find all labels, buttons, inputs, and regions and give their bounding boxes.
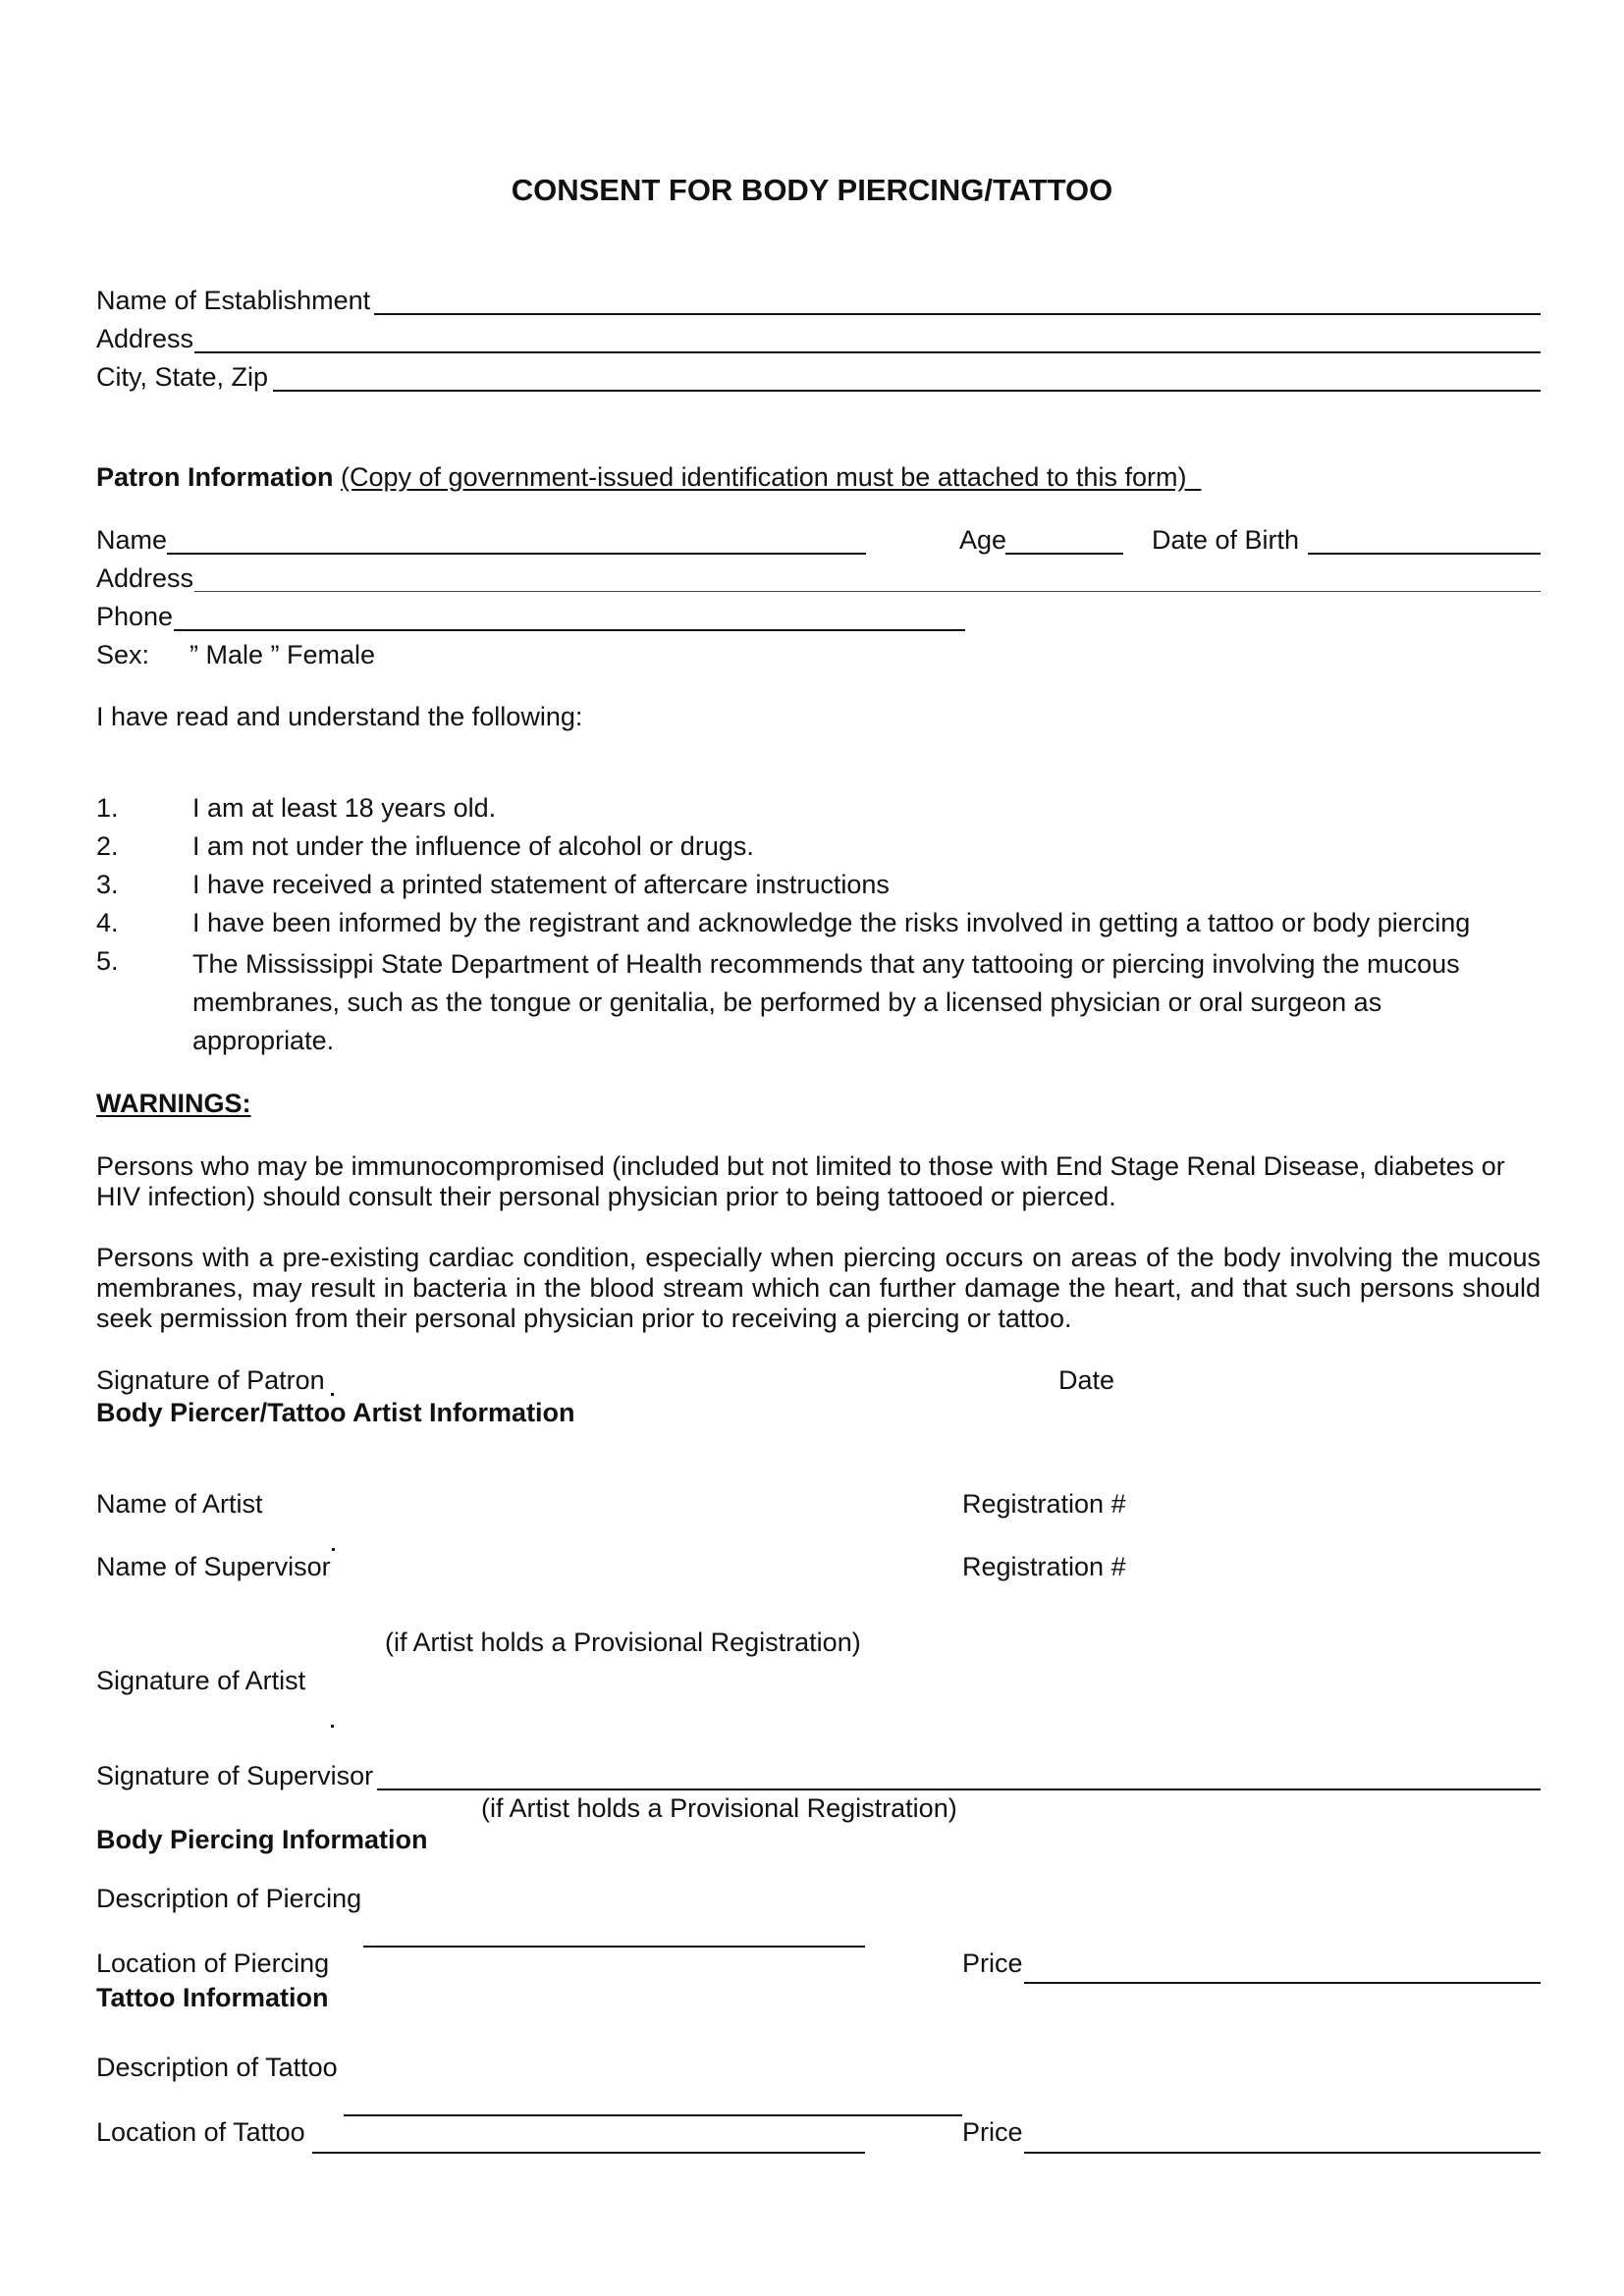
patron-sex-options[interactable]: ” Male ” Female <box>189 640 376 669</box>
item-text: The Mississippi State Department of Health recommends that any tattooing or piercing involving the mucous membranes, such as the tongue or genitalia, be performed by a licensed physician or oral surgeon as appropriate. <box>192 949 1460 1055</box>
patron-info-heading: Patron Information <box>96 462 334 492</box>
patron-signature-date-label: Date <box>1058 1365 1115 1395</box>
tattoo-location-label: Location of Tattoo <box>96 2117 305 2147</box>
form-title: CONSENT FOR BODY PIERCING/TATTOO <box>511 173 1113 207</box>
patron-id-note: (Copy of government-issued identification must be attached to this form) <box>341 462 1187 492</box>
patron-signature-label: Signature of Patron <box>96 1365 325 1395</box>
item-text: I am not under the influence of alcohol or drugs. <box>192 831 754 861</box>
supervisor-signature-label: Signature of Supervisor <box>96 1761 374 1790</box>
establishment-address-field[interactable] <box>194 351 1541 353</box>
piercing-price-label: Price <box>962 1949 1023 1978</box>
tattoo-price-label: Price <box>962 2117 1023 2147</box>
item-text: I have received a printed statement of aftercare instructions <box>192 870 890 899</box>
patron-name-label: Name <box>96 525 168 555</box>
tattoo-description-field[interactable] <box>344 2114 962 2116</box>
patron-name-field[interactable] <box>167 553 866 555</box>
establishment-city-label: City, State, Zip <box>96 362 269 392</box>
piercing-price-field[interactable] <box>1024 1982 1541 1984</box>
tattoo-description-label: Description of Tattoo <box>96 2053 338 2082</box>
tattoo-info-heading: Tattoo Information <box>96 1983 329 2012</box>
artist-name-label: Name of Artist <box>96 1489 263 1519</box>
supervisor-dot <box>332 1548 335 1551</box>
supervisor-registration-label: Registration # <box>962 1552 1126 1581</box>
piercing-description-field[interactable] <box>363 1946 865 1948</box>
artist-signature-label: Signature of Artist <box>96 1666 306 1695</box>
patron-sex-label: Sex: <box>96 640 150 669</box>
item-number: 2. <box>96 831 119 861</box>
patron-age-field[interactable] <box>1005 553 1123 555</box>
item-number: 3. <box>96 870 119 899</box>
tattoo-price-field[interactable] <box>1024 2152 1541 2154</box>
item-number: 1. <box>96 793 119 823</box>
item-text: I am at least 18 years old. <box>192 793 497 823</box>
patron-age-label: Age <box>959 525 1007 555</box>
piercing-info-heading: Body Piercing Information <box>96 1825 428 1854</box>
provisional-note-2: (if Artist holds a Provisional Registration) <box>481 1793 957 1823</box>
establishment-address-label: Address <box>96 324 194 353</box>
warning-paragraph-2: Persons with a pre-existing cardiac condition, especially when piercing occurs on areas of the body involving the mucous membranes, may result in bacteria in the blood stream which can further damage the heart, and that such persons should seek permission from their personal physician prior to receiving a piercing or tattoo. <box>96 1243 1541 1333</box>
piercing-description-label: Description of Piercing <box>96 1884 362 1913</box>
patron-info-row <box>96 461 1201 493</box>
artist-signature-dot <box>331 1725 334 1728</box>
patron-dob-label: Date of Birth <box>1152 525 1300 555</box>
supervisor-name-label: Name of Supervisor <box>96 1552 331 1581</box>
item-text: I have been informed by the registrant and acknowledge the risks involved in getting a tattoo or body piercing <box>192 908 1471 937</box>
artist-registration-label: Registration # <box>962 1489 1126 1519</box>
patron-dob-field[interactable] <box>1308 553 1541 555</box>
warning-paragraph-1: Persons who may be immunocompromised (included but not limited to those with End Stage Renal Disease, diabetes or HIV infection) should consult their personal physician prior to being tattooed or pierced. <box>96 1151 1505 1211</box>
signature-dot <box>331 1393 334 1396</box>
item-number: 5. <box>96 946 119 976</box>
patron-phone-field[interactable] <box>174 629 965 631</box>
provisional-note: (if Artist holds a Provisional Registration) <box>385 1628 861 1657</box>
patron-phone-label: Phone <box>96 602 174 631</box>
piercing-location-label: Location of Piercing <box>96 1949 330 1978</box>
establishment-name-field[interactable] <box>374 313 1541 315</box>
warnings-heading: WARNINGS: <box>96 1089 251 1118</box>
patron-address-label: Address <box>96 563 194 593</box>
item-number: 4. <box>96 908 119 937</box>
artist-info-heading: Body Piercer/Tattoo Artist Information <box>96 1398 575 1427</box>
acknowledgement-intro: I have read and understand the following: <box>96 702 583 731</box>
supervisor-signature-field[interactable] <box>377 1789 1541 1790</box>
patron-address-field[interactable] <box>194 591 1541 592</box>
tattoo-location-field[interactable] <box>312 2152 865 2154</box>
establishment-name-label: Name of Establishment <box>96 286 371 315</box>
establishment-city-field[interactable] <box>273 390 1541 392</box>
